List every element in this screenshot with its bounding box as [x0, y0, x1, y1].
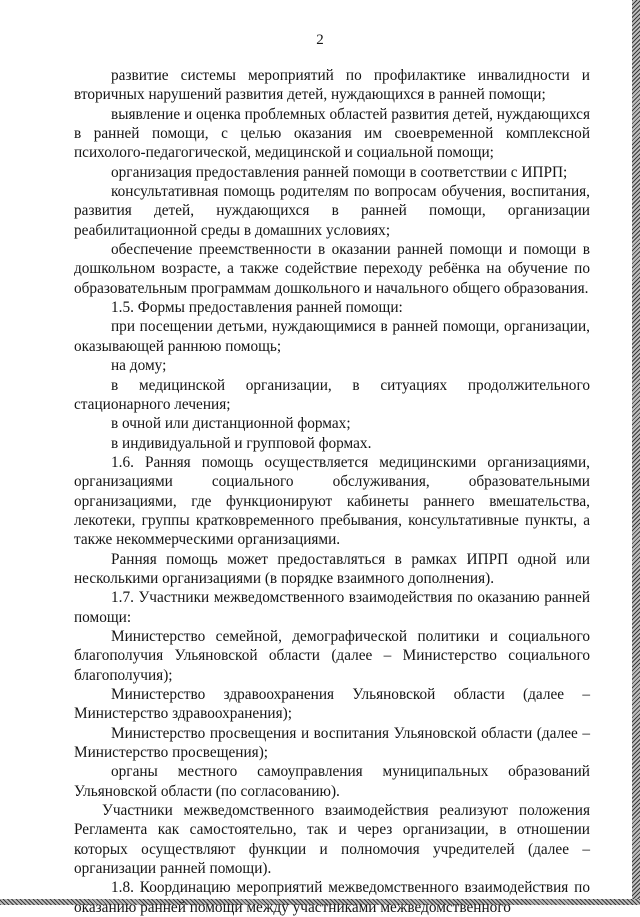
section-heading: 1.8. Координацию мероприятий межведомственного взаимодействия по оказанию ранней помощи между участниками межведомственного [74, 879, 590, 916]
paragraph: Министерство семейной, демографической политики и социального благополучия Ульяновской области (далее – Министерство социального благополучия); [74, 627, 590, 684]
paragraph: в медицинской организации, в ситуациях продолжительного стационарного лечения; [74, 376, 590, 413]
paragraph: на дому; [111, 357, 167, 375]
page-number: 2 [316, 32, 324, 48]
paragraph: консультативная помощь родителям по вопросам обучения, воспитания, развития детей, нуждающихся в ранней помощи, организации реабилитационной среды в домашних условиях; [74, 183, 590, 239]
paragraph: при посещении детьми, нуждающимися в ранней помощи, организации, оказывающей раннюю помощь; [74, 318, 590, 355]
paragraph: Участники межведомственного взаимодействия реализуют положения Регламента как самостоятельно, так и через организации, в отношении которых осуществляют функции и полномочия учредителей (далее – организации ранней помощи). [74, 802, 590, 878]
paragraph: развитие системы мероприятий по профилактике инвалидности и вторичных нарушений развития детей, нуждающихся в ранней помощи; [74, 67, 590, 104]
scan-edge-right [632, 0, 640, 905]
paragraph: 1.6. Ранняя помощь осуществляется медицинскими организациями, организациями социального обслуживания, образовательными организациями, где функционируют кабинеты раннего вмешательства, лекотеки, группы кратковременного пребывания, консультативные пункты, а также некоммерческими организациями. [74, 453, 590, 549]
paragraph: органы местного самоуправления муниципальных образований Ульяновской области (по согласованию). [74, 763, 590, 800]
paragraph: обеспечение преемственности в оказании ранней помощи и помощи в дошкольном возрасте, а также содействие переходу ребёнка на обучение по образовательным программам дошкольного и начального общего образования. [74, 241, 590, 297]
section-heading: 1.5. Формы предоставления ранней помощи: [111, 299, 403, 317]
paragraph: выявление и оценка проблемных областей развития детей, нуждающихся в ранней помощи, с целью оказания им своевременной комплексной психолого-педагогической, медицинской и социальной помощи; [74, 105, 590, 162]
section-heading: 1.7. Участники межведомственного взаимодействия по оказанию ранней помощи: [74, 589, 590, 626]
paragraph: в индивидуальной и групповой формах. [111, 434, 372, 452]
paragraph: организация предоставления ранней помощи в соответствии с ИПРП; [111, 163, 568, 181]
document-body [74, 66, 590, 917]
paragraph: в очной или дистанционной формах; [111, 415, 351, 433]
paragraph: Ранняя помощь может предоставляться в рамках ИПРП одной или несколькими организациями (в порядке взаимного дополнения). [74, 550, 590, 587]
paragraph: Министерство здравоохранения Ульяновской области (далее – Министерство здравоохранения); [74, 686, 590, 723]
paragraph: Министерство просвещения и воспитания Ульяновской области (далее – Министерство просвещения); [74, 724, 590, 762]
